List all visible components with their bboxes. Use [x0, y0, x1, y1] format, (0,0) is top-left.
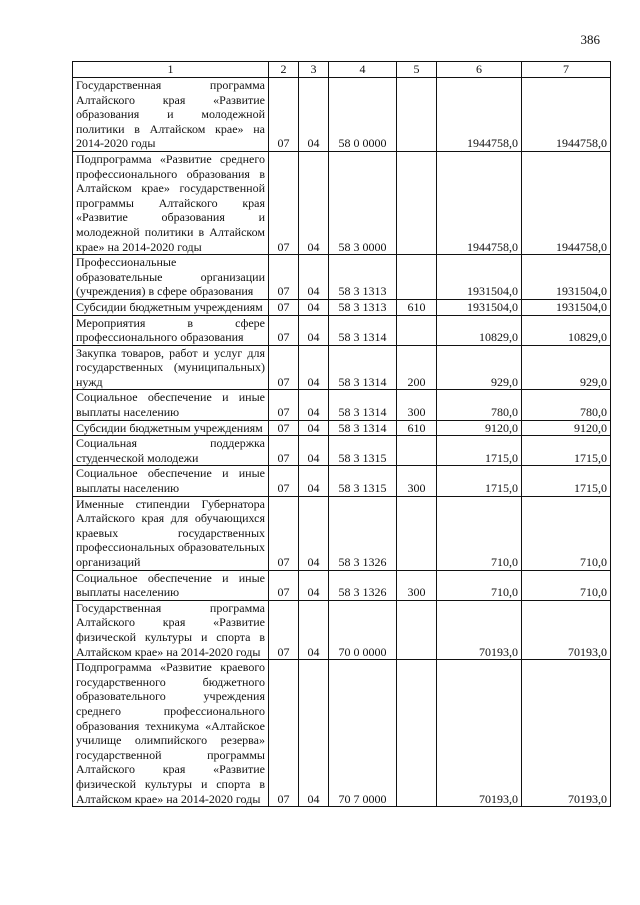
row-target-article: 58 3 1314 [329, 420, 397, 436]
row-amount-col6: 1931504,0 [437, 255, 522, 300]
row-name: Государственная программа Алтайского края «Развитие образования и молодежной политики в Алтайском крае» на 2014-2020 годы [73, 78, 269, 152]
row-expense-type: 200 [397, 345, 437, 390]
row-amount-col6: 929,0 [437, 345, 522, 390]
row-section: 07 [269, 78, 299, 152]
row-subsection: 04 [299, 496, 329, 570]
row-section: 07 [269, 420, 299, 436]
row-section: 07 [269, 466, 299, 496]
row-name: Социальное обеспечение и иные выплаты населению [73, 466, 269, 496]
row-expense-type: 610 [397, 420, 437, 436]
row-subsection: 04 [299, 390, 329, 420]
row-subsection: 04 [299, 466, 329, 496]
table-header [73, 62, 611, 78]
table-row [73, 345, 611, 390]
row-amount-col6: 10829,0 [437, 315, 522, 345]
row-amount-col6: 70193,0 [437, 600, 522, 659]
row-section: 07 [269, 345, 299, 390]
row-expense-type: 300 [397, 570, 437, 600]
row-expense-type [397, 315, 437, 345]
row-subsection: 04 [299, 151, 329, 254]
header-col-5: 5 [397, 62, 437, 78]
row-target-article: 58 3 1313 [329, 255, 397, 300]
row-target-article: 70 0 0000 [329, 600, 397, 659]
table-row [73, 151, 611, 254]
row-section: 07 [269, 299, 299, 315]
row-amount-col7: 1931504,0 [522, 299, 611, 315]
row-section: 07 [269, 660, 299, 807]
table-row [73, 570, 611, 600]
row-expense-type [397, 78, 437, 152]
row-target-article: 58 3 1315 [329, 436, 397, 466]
row-section: 07 [269, 570, 299, 600]
row-subsection: 04 [299, 299, 329, 315]
header-col-7: 7 [522, 62, 611, 78]
budget-table [72, 61, 611, 807]
row-name: Социальная поддержка студенческой молодежи [73, 436, 269, 466]
row-target-article: 58 3 1314 [329, 345, 397, 390]
row-target-article: 58 3 1326 [329, 496, 397, 570]
row-section: 07 [269, 436, 299, 466]
table-row [73, 496, 611, 570]
row-amount-col6: 1944758,0 [437, 78, 522, 152]
row-target-article: 58 3 1314 [329, 315, 397, 345]
row-subsection: 04 [299, 570, 329, 600]
table-row [73, 466, 611, 496]
table-row [73, 600, 611, 659]
row-target-article: 70 7 0000 [329, 660, 397, 807]
page-number: 386 [580, 32, 600, 47]
row-expense-type: 610 [397, 299, 437, 315]
row-expense-type [397, 600, 437, 659]
row-name: Государственная программа Алтайского края «Развитие физической культуры и спорта в Алтайском крае» на 2014-2020 годы [73, 600, 269, 659]
row-target-article: 58 3 1313 [329, 299, 397, 315]
row-name: Подпрограмма «Развитие среднего профессионального образования в Алтайском крае» государственной программы Алтайского края «Развитие образования и молодежной политики в Алтайском крае» на 2014-2020 годы [73, 151, 269, 254]
table-row [73, 390, 611, 420]
row-name: Социальное обеспечение и иные выплаты населению [73, 390, 269, 420]
row-section: 07 [269, 600, 299, 659]
row-amount-col6: 1944758,0 [437, 151, 522, 254]
row-amount-col7: 70193,0 [522, 600, 611, 659]
row-target-article: 58 3 1326 [329, 570, 397, 600]
table-row [73, 660, 611, 807]
row-amount-col6: 1931504,0 [437, 299, 522, 315]
header-col-4: 4 [329, 62, 397, 78]
row-amount-col7: 710,0 [522, 570, 611, 600]
header-col-6: 6 [437, 62, 522, 78]
row-expense-type: 300 [397, 466, 437, 496]
row-amount-col6: 1715,0 [437, 436, 522, 466]
table-row [73, 299, 611, 315]
row-name: Социальное обеспечение и иные выплаты населению [73, 570, 269, 600]
row-amount-col7: 9120,0 [522, 420, 611, 436]
row-subsection: 04 [299, 255, 329, 300]
row-expense-type [397, 496, 437, 570]
table-row [73, 315, 611, 345]
row-subsection: 04 [299, 420, 329, 436]
row-amount-col6: 780,0 [437, 390, 522, 420]
row-amount-col7: 1931504,0 [522, 255, 611, 300]
table-row [73, 420, 611, 436]
row-section: 07 [269, 255, 299, 300]
row-name: Подпрограмма «Развитие краевого государственного бюджетного образовательного учреждения среднего профессионального образования техникума «Алтайское училище олимпийского резерва» государственной программы Алтайского края «Развитие физической культуры и спорта в Алтайском крае» на 2014-2020 годы [73, 660, 269, 807]
row-amount-col7: 929,0 [522, 345, 611, 390]
row-expense-type [397, 436, 437, 466]
row-amount-col6: 1715,0 [437, 466, 522, 496]
row-section: 07 [269, 151, 299, 254]
row-subsection: 04 [299, 315, 329, 345]
row-amount-col7: 780,0 [522, 390, 611, 420]
row-amount-col7: 1944758,0 [522, 78, 611, 152]
row-subsection: 04 [299, 345, 329, 390]
row-section: 07 [269, 496, 299, 570]
row-amount-col6: 710,0 [437, 570, 522, 600]
table-row [73, 255, 611, 300]
row-subsection: 04 [299, 436, 329, 466]
row-amount-col6: 9120,0 [437, 420, 522, 436]
header-col-3: 3 [299, 62, 329, 78]
row-amount-col7: 1715,0 [522, 466, 611, 496]
row-name: Закупка товаров, работ и услуг для государственных (муниципальных) нужд [73, 345, 269, 390]
row-section: 07 [269, 315, 299, 345]
row-expense-type [397, 151, 437, 254]
row-name: Именные стипендии Губернатора Алтайского края для обучающихся краевых государственных профессиональных образовательных организаций [73, 496, 269, 570]
row-target-article: 58 0 0000 [329, 78, 397, 152]
row-subsection: 04 [299, 78, 329, 152]
row-subsection: 04 [299, 660, 329, 807]
header-col-2: 2 [269, 62, 299, 78]
row-amount-col7: 10829,0 [522, 315, 611, 345]
table-row [73, 436, 611, 466]
row-name: Субсидии бюджетным учреждениям [73, 299, 269, 315]
row-target-article: 58 3 1314 [329, 390, 397, 420]
row-subsection: 04 [299, 600, 329, 659]
row-section: 07 [269, 390, 299, 420]
row-target-article: 58 3 0000 [329, 151, 397, 254]
row-amount-col6: 70193,0 [437, 660, 522, 807]
row-target-article: 58 3 1315 [329, 466, 397, 496]
row-name: Мероприятия в сфере профессионального образования [73, 315, 269, 345]
row-amount-col7: 710,0 [522, 496, 611, 570]
row-expense-type [397, 255, 437, 300]
row-amount-col7: 1715,0 [522, 436, 611, 466]
header-row [73, 62, 611, 78]
row-name: Субсидии бюджетным учреждениям [73, 420, 269, 436]
table-body [73, 78, 611, 807]
row-amount-col7: 1944758,0 [522, 151, 611, 254]
row-amount-col7: 70193,0 [522, 660, 611, 807]
table-row [73, 78, 611, 152]
row-expense-type: 300 [397, 390, 437, 420]
row-expense-type [397, 660, 437, 807]
row-amount-col6: 710,0 [437, 496, 522, 570]
row-name: Профессиональные образовательные организации (учреждения) в сфере образования [73, 255, 269, 300]
header-col-1: 1 [73, 62, 269, 78]
